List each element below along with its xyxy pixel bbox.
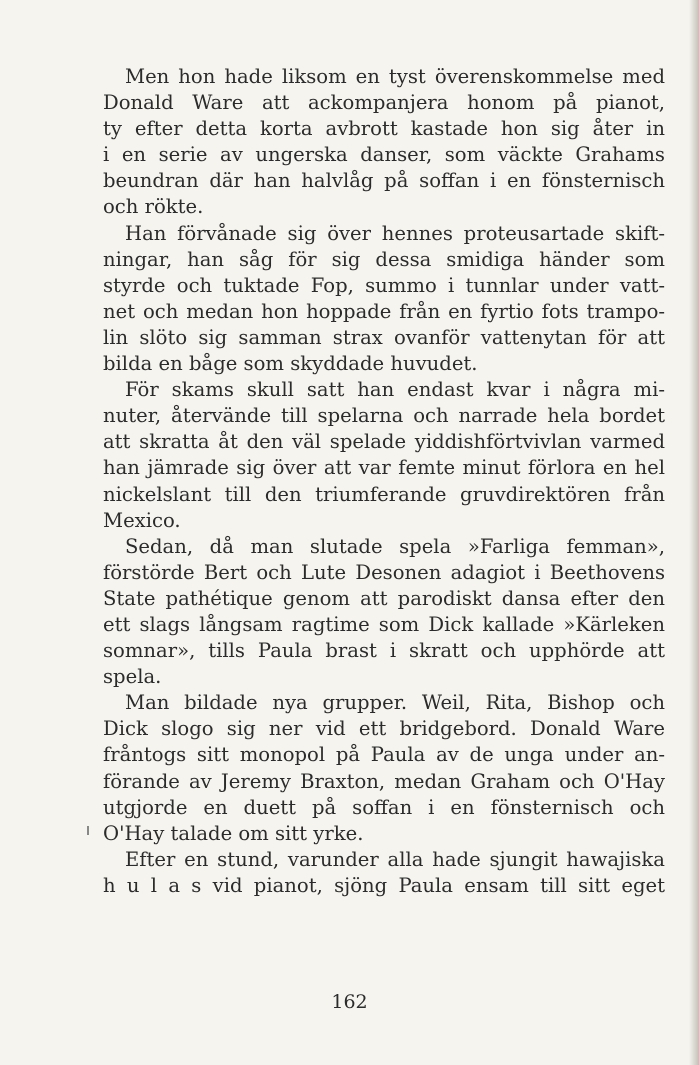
text-line: spela. <box>103 665 162 689</box>
text-line: somnar», tills Paula brast i skratt och upphörde att <box>103 639 665 663</box>
text-line: ty efter detta korta avbrott kastade hon sig åter in <box>103 117 665 141</box>
text-line: ningar, han såg för sig dessa smidiga händer som <box>103 247 665 271</box>
text-line: att skratta åt den väl spelade yiddishförtvivlan varmed <box>103 430 665 454</box>
text-line: i en serie av ungerska danser, som väckte Grahams <box>103 143 665 167</box>
text-line: bilda en båge som skyddade huvudet. <box>103 352 478 376</box>
text-line: nuter, återvände till spelarna och narrade hela bordet <box>103 404 665 428</box>
page-edge-shadow <box>689 0 699 1065</box>
text-line: lin slöto sig samman strax ovanför vattenytan för att <box>103 325 665 349</box>
paragraph-2 <box>103 221 665 378</box>
paragraph-1 <box>103 64 665 221</box>
text-line: O'Hay talade om sitt yrke. <box>103 821 364 845</box>
text-line: Donald Ware att ackompanjera honom på pianot, <box>103 91 665 115</box>
text-line: För skams skull satt han endast kvar i några mi- <box>125 378 665 402</box>
text-line: State pathétique genom att parodiskt dansa efter den <box>103 586 665 610</box>
body-text <box>103 64 665 899</box>
text-line: styrde och tuktade Fop, summo i tunnlar under vatt- <box>103 273 665 297</box>
text-line: Efter en stund, varunder alla hade sjungit hawajiska <box>125 847 665 871</box>
page-number: 162 <box>331 991 368 1013</box>
text-line: fråntogs sitt monopol på Paula av de unga under an- <box>103 743 665 767</box>
text-line: Dick slogo sig ner vid ett bridgebord. Donald Ware <box>103 717 665 741</box>
text-line: beundran där han halvlåg på soffan i en fönsternisch <box>103 169 665 193</box>
text-line: Han förvånade sig över hennes proteusartade skift- <box>125 221 665 245</box>
text-line: nickelslant till den triumferande gruvdirektören från <box>103 482 665 506</box>
text-line: ett slags långsam ragtime som Dick kallade »Kärleken <box>103 612 665 636</box>
text-line: han jämrade sig över att var femte minut förlora en hel <box>103 456 665 480</box>
paragraph-5 <box>103 690 665 847</box>
text-line: förande av Jeremy Braxton, medan Graham och O'Hay <box>103 769 665 793</box>
paragraph-4 <box>103 534 665 691</box>
text-line: utgjorde en duett på soffan i en fönsternisch och <box>103 795 665 819</box>
text-line: Mexico. <box>103 508 181 532</box>
text-line: Men hon hade liksom en tyst överenskommelse med <box>125 65 665 88</box>
text-line: och rökte. <box>103 195 204 219</box>
text-line: h u l a s vid pianot, sjöng Paula ensam till sitt eget <box>103 873 665 897</box>
margin-mark <box>87 826 89 835</box>
paragraph-3 <box>103 377 665 534</box>
paragraph-6 <box>103 847 665 899</box>
text-line: Man bildade nya grupper. Weil, Rita, Bishop och <box>125 691 665 715</box>
text-line: förstörde Bert och Lute Desonen adagiot i Beethovens <box>103 560 665 584</box>
text-line: Sedan, då man slutade spela »Farliga femman», <box>125 534 665 558</box>
text-line: net och medan hon hoppade från en fyrtio fots trampo- <box>103 299 665 323</box>
